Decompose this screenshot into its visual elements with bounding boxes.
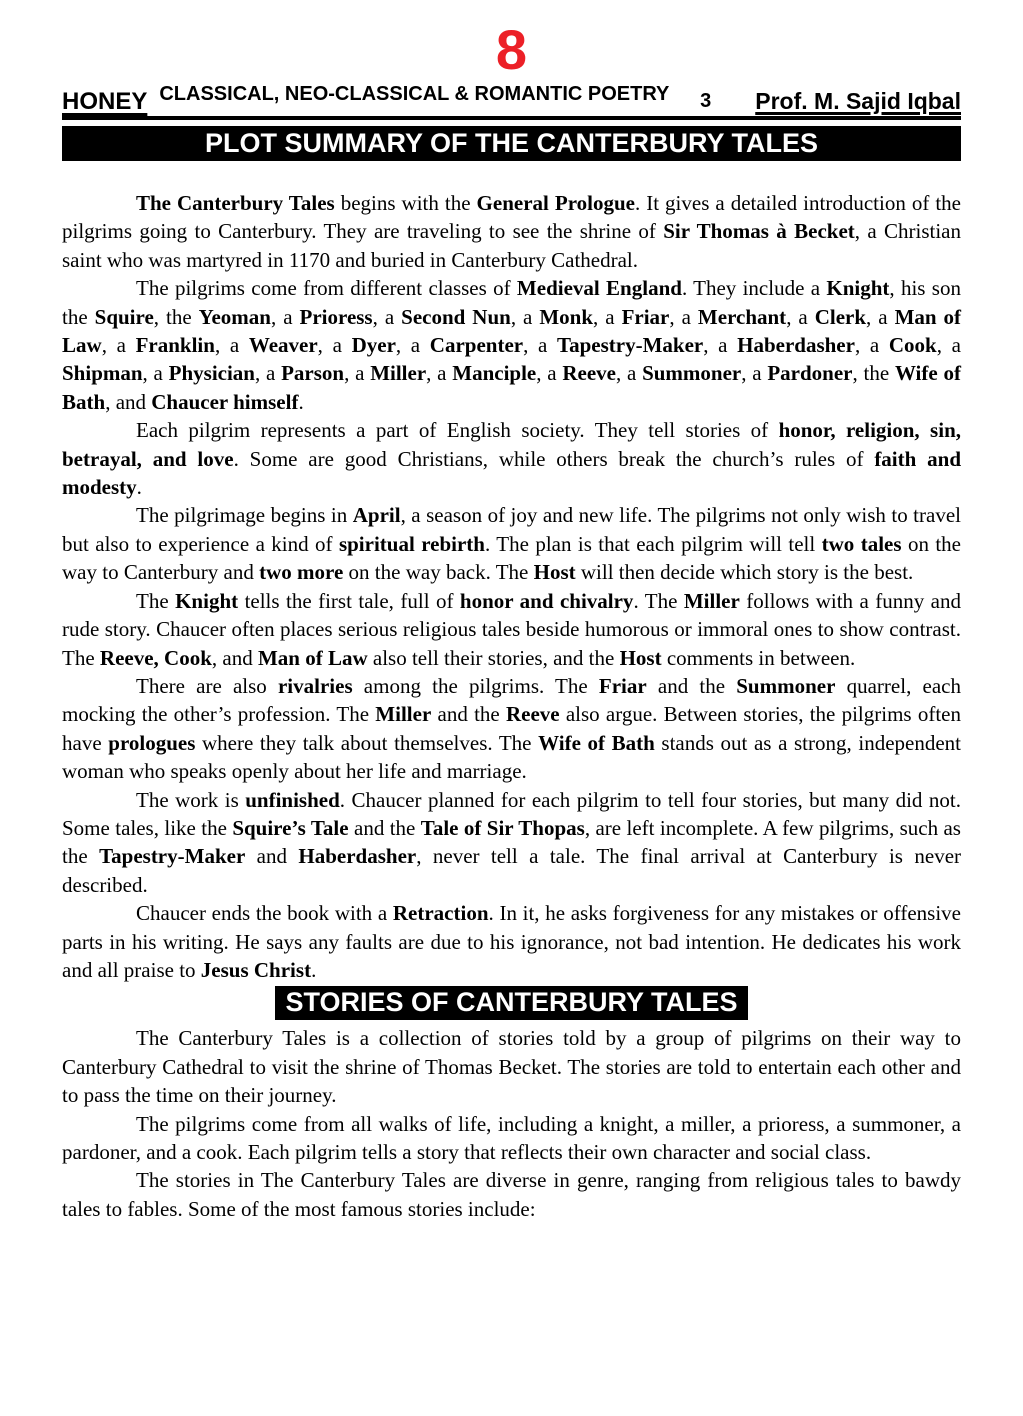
bold-text-run: Man of Law: [257, 645, 368, 670]
text-run: Chaucer ends the book with a: [136, 901, 393, 926]
paragraph: [62, 1166, 961, 1223]
text-run: , a: [255, 361, 282, 386]
text-run: The pilgrims come from different classes of: [136, 276, 517, 301]
document-body: [62, 126, 961, 1223]
text-run: , and: [211, 645, 258, 670]
brand-label: HONEY: [62, 88, 148, 115]
bold-text-run: Dyer: [351, 333, 396, 358]
bold-text-run: honor and chivalry: [459, 588, 634, 613]
text-run: The work is: [136, 787, 246, 812]
bold-text-run: Shipman: [62, 361, 143, 386]
bold-text-run: Pardoner: [767, 361, 853, 386]
paragraph: [62, 672, 961, 786]
text-run: and the: [431, 702, 506, 727]
bold-text-run: Cook: [888, 333, 937, 358]
text-run: .: [136, 475, 142, 500]
text-run: Each pilgrim represents a part of English society. They tell stories of: [136, 418, 779, 443]
text-run: , a: [510, 304, 540, 329]
page-header: [62, 84, 961, 120]
text-run: . The plan is that each pilgrim will tell: [484, 531, 822, 556]
bold-text-run: Squire: [94, 304, 154, 329]
text-run: . It gives a detailed introduction of the pilgrims going to Canterbury. They are traveling to see the shrine of: [62, 191, 961, 244]
text-run: follows with a funny and rude story. Chaucer often places serious religious tales beside humorous or immoral ones to show contrast. The: [62, 588, 961, 670]
bold-text-run: two more: [259, 560, 344, 585]
text-run: . Chaucer planned for each pilgrim to tell four stories, but many did not. Some tales, like the: [62, 787, 961, 840]
text-run: , a: [101, 333, 136, 358]
text-run: . Some are good Christians, while others break the church’s rules of: [233, 446, 875, 471]
text-run: , his son the: [62, 276, 961, 329]
section-banner: STORIES OF CANTERBURY TALES: [275, 986, 747, 1020]
text-run: comments in between.: [661, 645, 856, 670]
text-run: The: [136, 588, 176, 613]
bold-text-run: unfinished: [245, 787, 340, 812]
text-run: , a: [593, 304, 622, 329]
bold-text-run: Friar: [621, 304, 670, 329]
text-run: , a: [936, 333, 961, 358]
text-run: , never tell a tale. The final arrival at Canterbury is never described.: [62, 844, 962, 897]
bold-text-run: Knight: [826, 276, 890, 301]
text-run: , a: [344, 361, 371, 386]
paragraph: [62, 786, 961, 900]
paragraph: [62, 899, 961, 984]
bold-text-run: Jesus Christ: [200, 957, 312, 982]
text-run: tells the first tale, full of: [238, 588, 460, 613]
bold-text-run: Haberdasher: [298, 844, 417, 869]
bold-text-run: Host: [533, 560, 576, 585]
bold-text-run: Retraction: [392, 901, 489, 926]
bold-text-run: Physician: [168, 361, 255, 386]
paragraph: [62, 274, 961, 416]
header-page-ref: 3: [700, 90, 712, 112]
text-run: , a: [536, 361, 563, 386]
bold-text-run: Tapestry-Maker: [557, 333, 704, 358]
bold-text-run: Carpenter: [429, 333, 524, 358]
bold-text-run: Miller: [370, 361, 427, 386]
paragraph: [62, 1110, 961, 1167]
bold-text-run: Sir Thomas à Becket: [663, 219, 855, 244]
text-run: on the way to Canterbury and: [62, 531, 962, 585]
bold-text-run: Haberdasher: [737, 333, 855, 358]
text-run: , a: [866, 304, 895, 329]
text-run: , a: [317, 333, 352, 358]
bold-text-run: Franklin: [135, 333, 215, 358]
section-banner: PLOT SUMMARY OF THE CANTERBURY TALES: [62, 126, 961, 161]
bold-text-run: Yeoman: [198, 304, 271, 329]
bold-text-run: faith and modesty: [62, 446, 961, 500]
text-run: .: [311, 957, 317, 982]
text-run: , a: [372, 304, 402, 329]
text-run: , a: [615, 361, 643, 386]
text-run: , a: [741, 361, 768, 386]
text-run: , and: [105, 389, 152, 414]
bold-text-run: Reeve: [505, 702, 560, 727]
text-run: , a: [142, 361, 169, 386]
text-run: , are left incomplete. A few pilgrims, such as the: [62, 815, 961, 869]
text-run: There are also: [136, 673, 278, 698]
bold-text-run: Man of Law: [62, 304, 962, 358]
bold-text-run: Weaver: [248, 333, 318, 358]
paragraph: [62, 587, 961, 672]
bold-text-run: The Canterbury Tales: [136, 191, 335, 215]
text-run: , a: [214, 333, 249, 358]
text-run: The pilgrims come from all walks of life, including a knight, a miller, a prioress, a summoner, a pardoner, and a cook. Each pilgrim tells a story that reflects their own character and social class.: [62, 1111, 961, 1164]
bold-text-run: two tales: [821, 531, 902, 556]
bold-text-run: Wife of Bath: [538, 730, 655, 755]
text-run: , a Christian saint who was martyred in 1170 and buried in Canterbury Cathedral.: [62, 219, 961, 272]
text-run: , a: [426, 361, 453, 386]
paragraph: [62, 501, 961, 586]
text-run: The Canterbury Tales is a collection of stories told by a group of pilgrims on their way to Canterbury Cathedral to visit the shrine of Thomas Becket. The stories are told to entertain each other and to pass the time on their journey.: [62, 1026, 961, 1108]
text-run: stands out as a strong, independent woman who speaks openly about her life and marriage.: [62, 730, 961, 784]
text-run: , the: [153, 304, 199, 329]
bold-text-run: Wife of Bath: [62, 361, 961, 414]
text-run: , a: [786, 304, 815, 329]
bold-text-run: Friar: [598, 673, 647, 698]
bold-text-run: Squire’s Tale: [232, 815, 349, 840]
text-run: on the way back. The: [343, 560, 534, 585]
text-run: and: [245, 844, 299, 869]
course-title: CLASSICAL, NEO-CLASSICAL & ROMANTIC POETRY: [159, 83, 670, 105]
bold-text-run: prologues: [108, 730, 196, 755]
text-run: , a: [669, 304, 698, 329]
page-number: 8: [495, 18, 528, 81]
text-run: quarrel, each mocking the other’s profession. The: [62, 673, 961, 727]
section-2: [62, 986, 961, 1223]
text-run: , a: [395, 333, 430, 358]
text-run: , a: [703, 333, 738, 358]
section-1: [62, 126, 961, 984]
bold-text-run: Monk: [539, 304, 594, 329]
bold-text-run: Clerk: [814, 304, 867, 329]
bold-text-run: General Prologue: [476, 191, 635, 215]
text-run: The pilgrimage begins in: [136, 503, 353, 528]
bold-text-run: spiritual rebirth: [338, 531, 485, 556]
bold-text-run: Host: [619, 645, 662, 670]
bold-text-run: Summoner: [642, 361, 742, 386]
text-run: and the: [646, 673, 737, 698]
bold-text-run: Reeve, Cook: [99, 645, 212, 670]
text-run: , a: [854, 333, 889, 358]
bold-text-run: honor, religion, sin, betrayal, and love: [62, 418, 961, 471]
paragraph: [62, 416, 961, 501]
text-run: , a season of joy and new life. The pilgrims not only wish to travel but also to experience a kind of: [62, 503, 961, 556]
text-run: . In it, he asks forgiveness for any mistakes or offensive parts in his writing. He says any faults are due to his ignorance, not bad intention. He dedicates his work and all praise to: [62, 901, 961, 982]
bold-text-run: Chaucer himself: [151, 389, 299, 414]
text-run: , a: [523, 333, 558, 358]
bold-text-run: April: [352, 503, 401, 528]
bold-text-run: Tale of Sir Thopas: [420, 815, 585, 840]
text-run: , the: [852, 361, 895, 386]
text-run: begins with the: [334, 191, 477, 215]
text-run: also argue. Between stories, the pilgrims often have: [62, 702, 961, 755]
text-run: .: [298, 389, 304, 414]
bold-text-run: Reeve: [562, 361, 616, 386]
text-run: will then decide which story is the best.: [575, 560, 914, 585]
bold-text-run: Second Nun: [401, 304, 511, 329]
paragraph: [62, 189, 961, 274]
bold-text-run: Tapestry-Maker: [99, 844, 246, 869]
text-run: and the: [348, 815, 421, 840]
text-run: . They include a: [681, 276, 827, 301]
bold-text-run: Miller: [683, 588, 740, 613]
bold-text-run: Medieval England: [516, 276, 682, 301]
bold-text-run: rivalries: [277, 673, 353, 698]
author-name: Prof. M. Sajid Iqbal: [755, 88, 961, 114]
text-run: among the pilgrims. The: [352, 673, 599, 698]
bold-text-run: Manciple: [452, 361, 537, 386]
bold-text-run: Summoner: [736, 673, 836, 698]
bold-text-run: Miller: [375, 702, 432, 727]
bold-text-run: Knight: [175, 588, 239, 613]
text-run: The stories in The Canterbury Tales are diverse in genre, ranging from religious tales to bawdy tales to fables. Some of the most famous stories include:: [62, 1168, 961, 1221]
text-run: also tell their stories, and the: [367, 645, 620, 670]
text-run: where they talk about themselves. The: [195, 730, 539, 755]
text-run: . The: [633, 588, 684, 613]
bold-text-run: Merchant: [697, 304, 787, 329]
text-run: , a: [270, 304, 300, 329]
paragraph: [62, 1024, 961, 1109]
bold-text-run: Prioress: [299, 304, 373, 329]
bold-text-run: Parson: [281, 361, 345, 386]
